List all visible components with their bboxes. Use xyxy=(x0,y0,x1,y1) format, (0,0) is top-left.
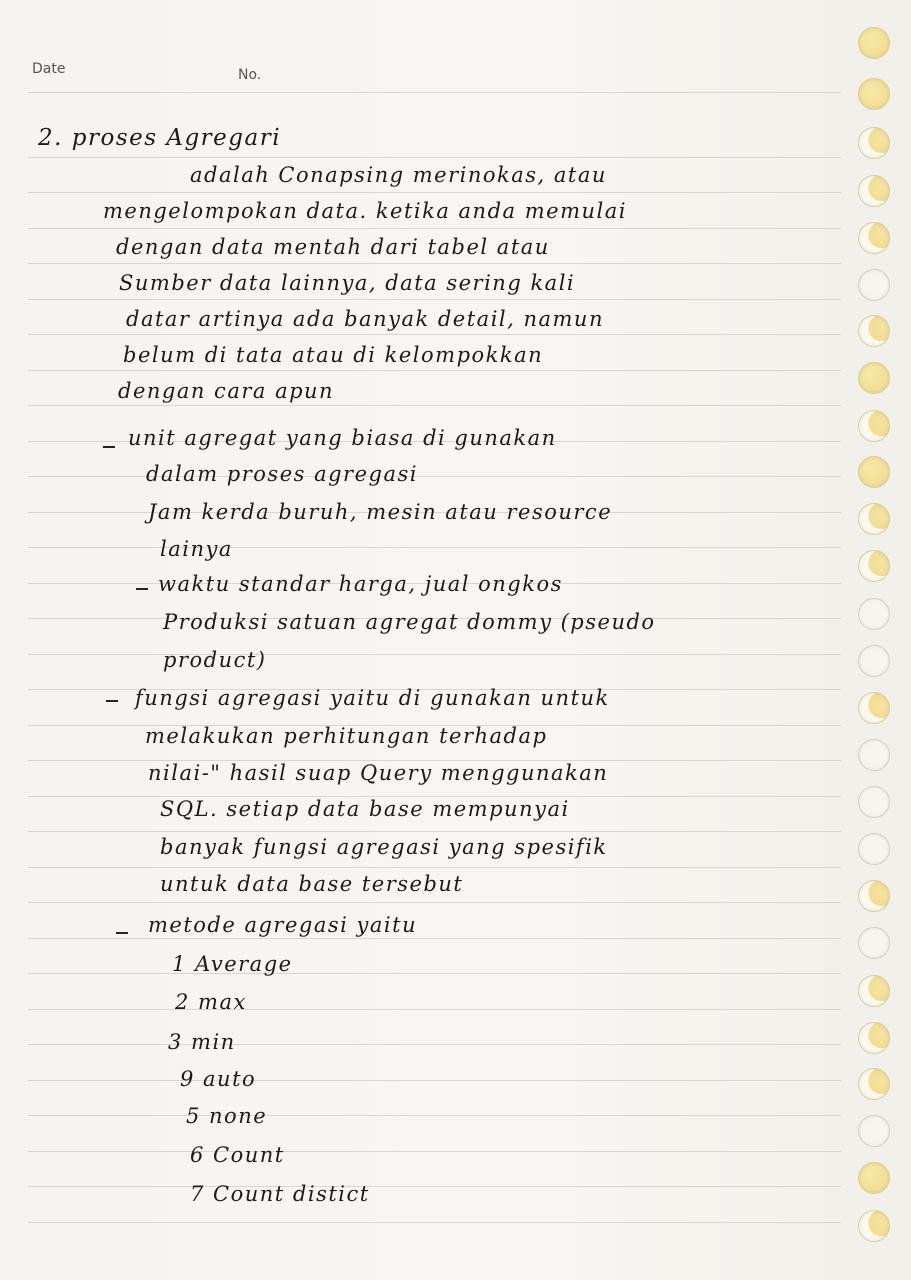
binder-hole xyxy=(858,222,890,254)
note-line: datar artinya ada banyak detail, namun xyxy=(126,307,604,331)
binder-hole xyxy=(858,1022,890,1054)
binder-hole xyxy=(858,1162,890,1194)
binder-hole xyxy=(858,456,890,488)
note-line: lainya xyxy=(160,537,233,561)
note-line: melakukan perhitungan terhadap xyxy=(145,724,548,748)
binder-hole xyxy=(858,692,890,724)
note-line: banyak fungsi agregasi yang spesifik xyxy=(160,835,608,859)
note-line: fungsi agregasi yaitu di gunakan untuk xyxy=(135,686,610,710)
date-label: Date xyxy=(32,61,66,77)
method-item: 2 max xyxy=(175,990,247,1014)
binder-hole xyxy=(858,362,890,394)
note-line: mengelompokan data. ketika anda memulai xyxy=(103,199,627,223)
binder-hole xyxy=(858,1210,890,1242)
method-item: 6 Count xyxy=(190,1143,285,1167)
note-line: Sumber data lainnya, data sering kali xyxy=(119,271,576,295)
binder-hole xyxy=(858,739,890,771)
binder-hole xyxy=(858,927,890,959)
note-line: nilai-" hasil suap Query menggunakan xyxy=(148,761,609,785)
binder-hole xyxy=(858,975,890,1007)
bullet-dash xyxy=(136,588,148,590)
method-item: 1 Average xyxy=(172,952,293,976)
note-heading: 2. proses Agregari xyxy=(38,125,282,151)
note-line: dengan cara apun xyxy=(118,379,335,403)
binder-hole xyxy=(858,78,890,110)
note-line: waktu standar harga, jual ongkos xyxy=(158,572,563,596)
binder-hole xyxy=(858,503,890,535)
binder-hole xyxy=(858,1068,890,1100)
binder-hole xyxy=(858,833,890,865)
bullet-dash xyxy=(106,700,118,702)
method-item: 7 Count distict xyxy=(190,1182,370,1206)
binder-hole xyxy=(858,1115,890,1147)
method-item: 3 min xyxy=(168,1030,236,1054)
binder-hole xyxy=(858,550,890,582)
binder-hole xyxy=(858,269,890,301)
note-line: Jam kerda buruh, mesin atau resource xyxy=(148,500,613,524)
note-line: dengan data mentah dari tabel atau xyxy=(116,235,550,259)
note-line: untuk data base tersebut xyxy=(160,872,464,896)
note-line: SQL. setiap data base mempunyai xyxy=(160,797,570,821)
binder-hole xyxy=(858,175,890,207)
binder-hole xyxy=(858,880,890,912)
bullet-dash xyxy=(103,446,115,448)
binder-hole xyxy=(858,410,890,442)
note-line: unit agregat yang biasa di gunakan xyxy=(128,426,557,450)
note-line: adalah Conapsing merinokas, atau xyxy=(190,163,607,187)
note-line: product) xyxy=(163,648,267,672)
binder-hole xyxy=(858,645,890,677)
binder-hole xyxy=(858,27,890,59)
note-line: dalam proses agregasi xyxy=(146,462,418,486)
method-item: 5 none xyxy=(186,1104,268,1128)
note-line: metode agregasi yaitu xyxy=(148,913,418,937)
binder-hole xyxy=(858,598,890,630)
binder-hole xyxy=(858,127,890,159)
bullet-dash xyxy=(116,932,128,934)
note-line: belum di tata atau di kelompokkan xyxy=(123,343,544,367)
binder-hole xyxy=(858,786,890,818)
number-label: No. xyxy=(238,67,262,83)
note-line: Produksi satuan agregat dommy (pseudo xyxy=(163,610,656,634)
method-item: 9 auto xyxy=(180,1067,257,1091)
binder-hole xyxy=(858,315,890,347)
